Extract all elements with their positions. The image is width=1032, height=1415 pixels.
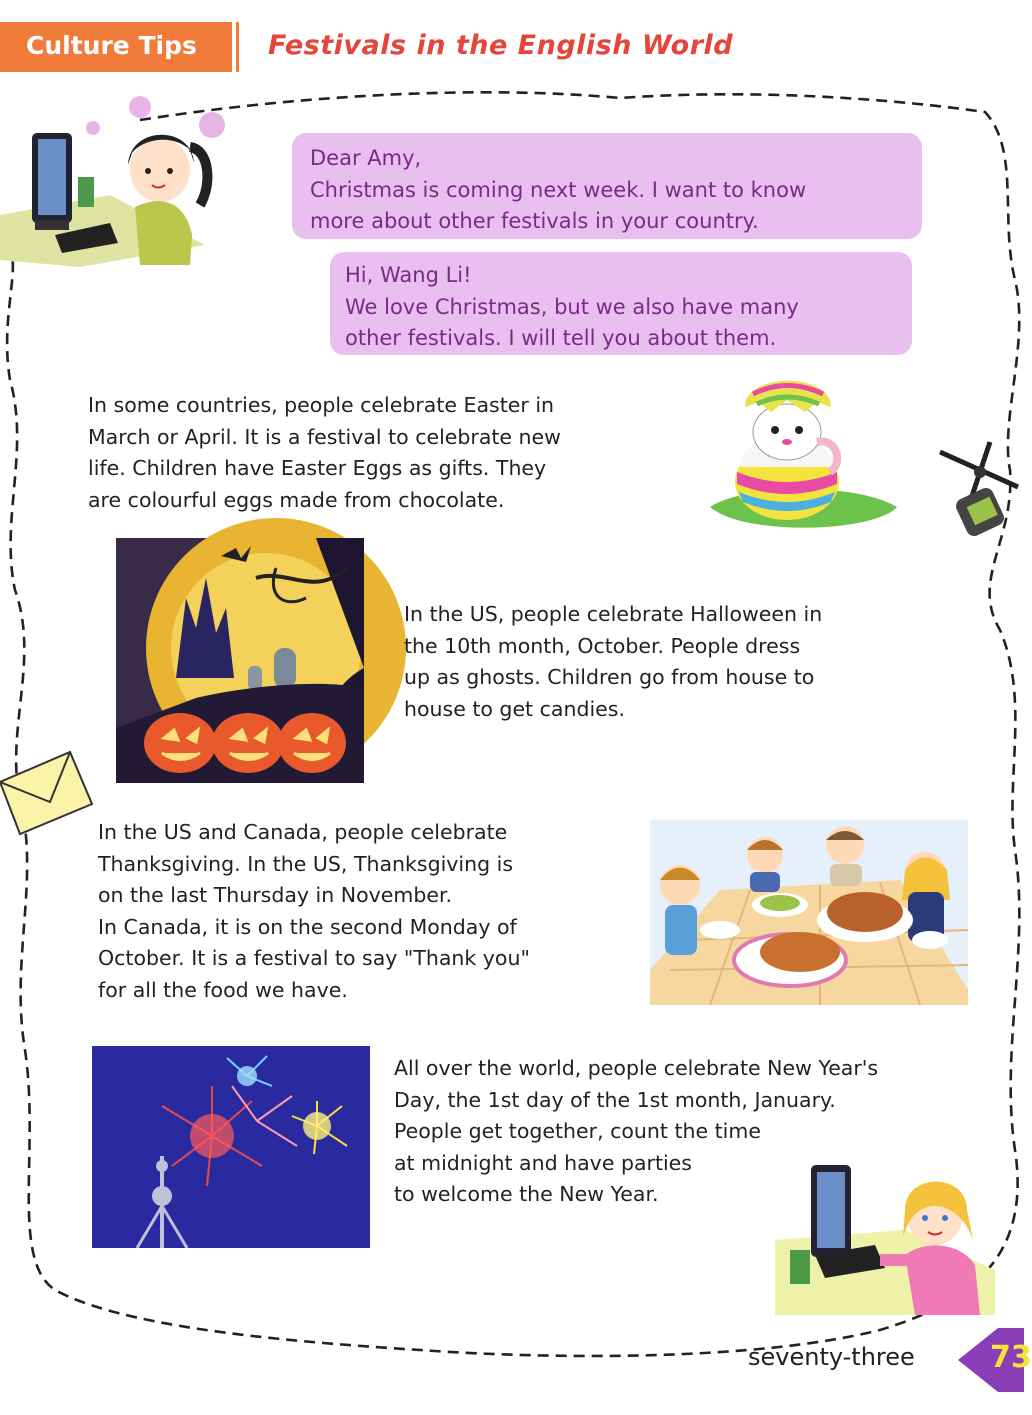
message-line: Dear Amy, (310, 146, 422, 170)
fireworks-image (92, 1046, 370, 1248)
section-tag: Culture Tips (0, 22, 236, 72)
envelope-icon (0, 752, 95, 837)
paragraph-line: to welcome the New Year. (394, 1182, 659, 1207)
paragraph-line: for all the food we have. (98, 977, 348, 1002)
message-line: Hi, Wang Li! (345, 263, 472, 287)
paragraph-line: are colourful eggs made from chocolate. (88, 487, 505, 512)
message-line: more about other festivals in your country. (310, 209, 759, 233)
paragraph-line: All over the world, people celebrate New Year's (394, 1056, 879, 1080)
paragraph-line: Thanksgiving. In the US, Thanksgiving is (98, 851, 514, 876)
paragraph-line: In some countries, people celebrate Easter in (88, 393, 555, 417)
paragraph-line: March or April. It is a festival to celebrate new (88, 424, 561, 449)
paragraph-line: house to get candies. (404, 696, 625, 721)
paragraph-line: up as ghosts. Children go from house to (404, 665, 815, 690)
halloween-image (116, 538, 364, 783)
message-bubble-amy (330, 252, 912, 355)
page-word: seventy-three (748, 1343, 915, 1371)
page-number: 73 (990, 1340, 1032, 1375)
paragraph-line: life. Children have Easter Eggs as gifts. They (88, 456, 547, 481)
paragraph-line: Day, the 1st day of the 1st month, January. (394, 1087, 836, 1112)
thanksgiving-dinner-illustration (650, 820, 968, 1005)
windmill-decoration (930, 432, 1024, 547)
message-line: We love Christmas, but we also have many (345, 294, 799, 319)
paragraph-line: October. It is a festival to say "Thank you" (98, 946, 530, 971)
thanksgiving-paragraph (98, 817, 530, 1007)
easter-paragraph (88, 390, 561, 516)
message-line: Christmas is coming next week. I want to know (310, 177, 807, 202)
paragraph-line: In the US, people celebrate Halloween in (404, 602, 823, 626)
paragraph-line: the 10th month, October. People dress (404, 633, 801, 658)
girl-at-computer-illustration (0, 95, 235, 270)
easter-egg-bunny-illustration (705, 372, 900, 542)
paragraph-line: People get together, count the time (394, 1119, 761, 1144)
amy-at-computer-illustration (775, 1160, 995, 1315)
paragraph-line: on the last Thursday in November. (98, 883, 453, 908)
paragraph-line: In the US and Canada, people celebrate (98, 820, 508, 844)
message-bubble-wang-li (292, 133, 922, 239)
page-title: Festivals in the English World (268, 30, 734, 61)
paragraph-line: at midnight and have parties (394, 1150, 692, 1175)
message-line: other festivals. I will tell you about them. (345, 326, 777, 350)
halloween-paragraph (404, 599, 822, 725)
paragraph-line: In Canada, it is on the second Monday of (98, 914, 517, 939)
